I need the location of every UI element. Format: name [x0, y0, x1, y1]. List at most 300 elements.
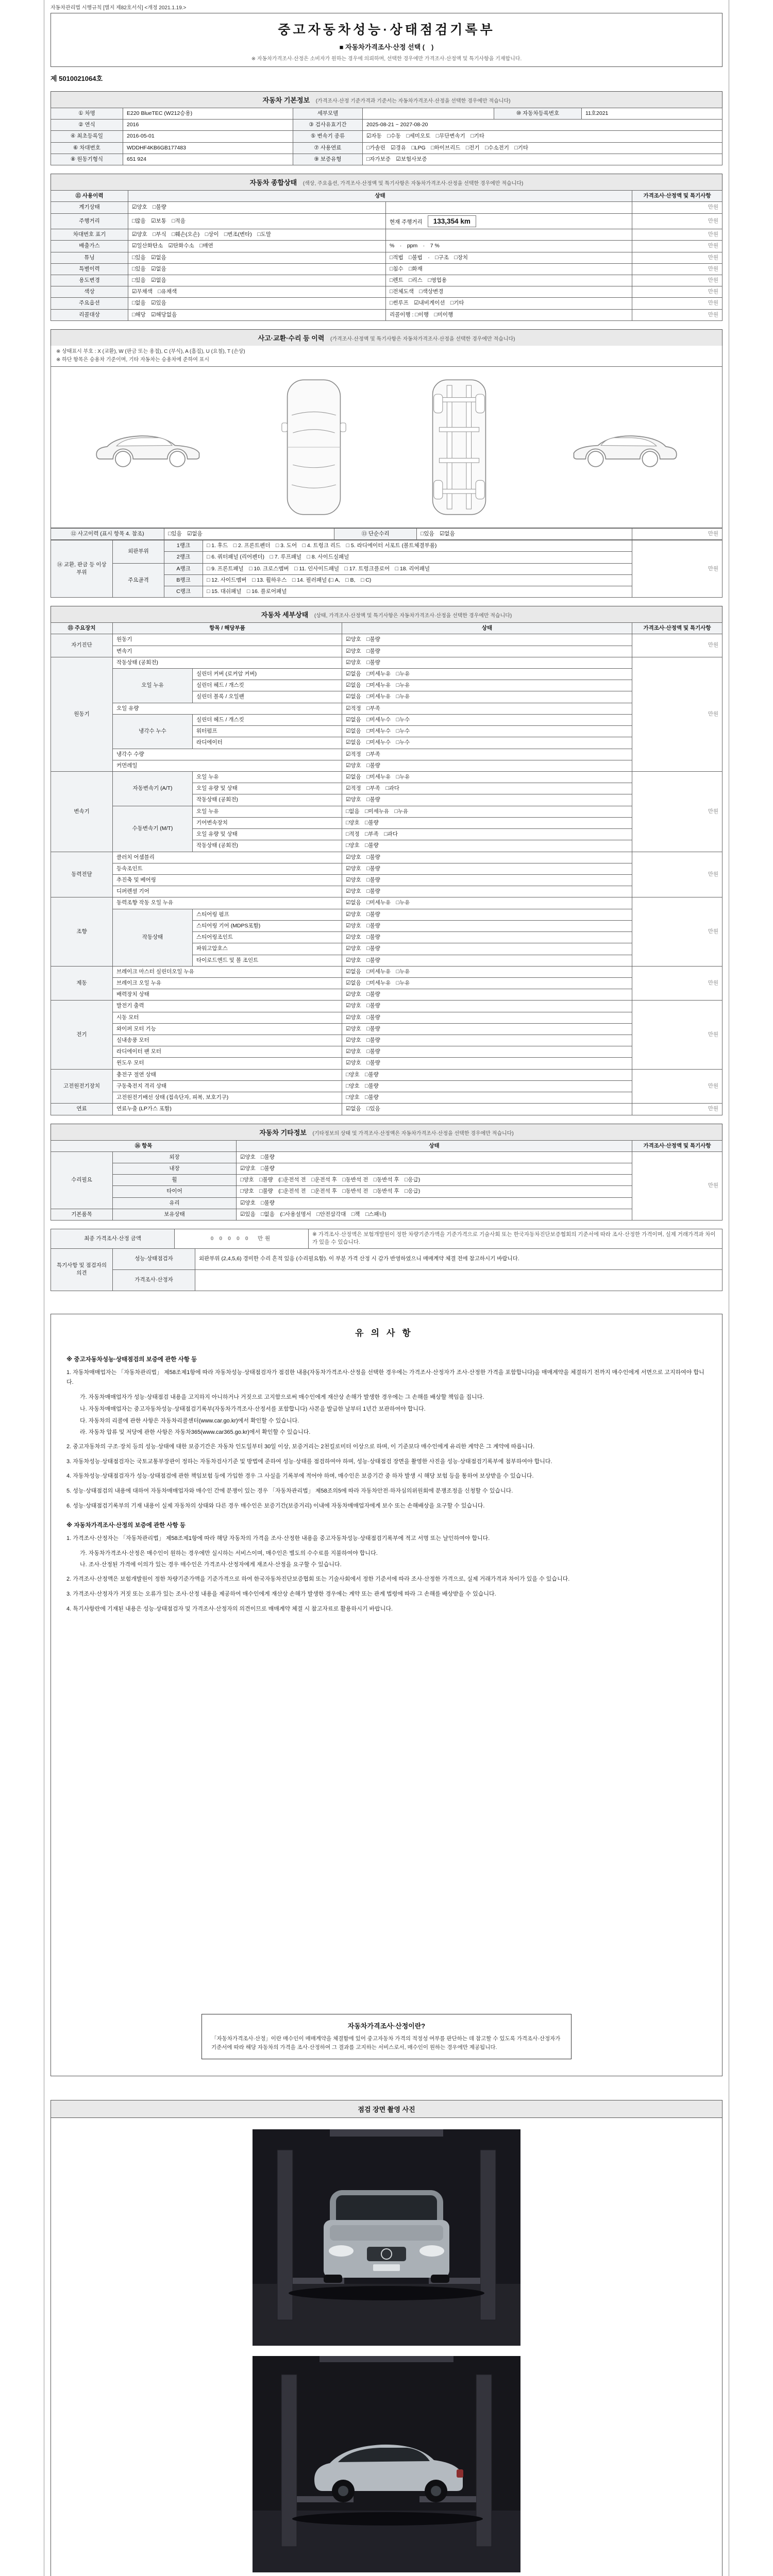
device-condition-row	[51, 1104, 722, 1115]
state-checkboxes: □없음 ☑있음	[128, 298, 386, 309]
device-subgroup-label: 자동변속기 (A/T)	[113, 772, 193, 806]
state-checkboxes: ☑양호 □불량	[342, 852, 632, 863]
state-checkboxes: ☑양호 □불량	[342, 886, 632, 897]
part-name: 윈도우 모터	[113, 1058, 342, 1069]
inspection-record-sheet	[44, 0, 729, 2576]
amount-cell: 만원	[632, 263, 722, 275]
device-condition-row	[51, 852, 722, 863]
usage-history-row	[51, 252, 722, 263]
other-info-row	[51, 1163, 722, 1175]
remarks-table	[51, 1248, 722, 1291]
detailed-condition-section	[51, 606, 722, 1115]
part-name: 실린더 커버 (로커암 커버)	[193, 669, 342, 680]
item-label: 배출가스	[51, 241, 128, 252]
section-title: 사고·교환·수리 등 이력	[258, 334, 325, 342]
mileage-highlight: 133,354 km	[428, 215, 476, 228]
device-condition-row	[51, 1080, 722, 1092]
extra-text: □렌트 □리스 □영업용	[390, 277, 447, 283]
rank-label: A랭크	[164, 563, 203, 574]
amount-cell: 만원	[632, 1151, 722, 1220]
price-survey-definition-box	[201, 2014, 572, 2059]
section-subnote: (가격조사·산정액 및 특기사항은 자동차가격조사·산정을 선택한 경우에만 적습니다)	[330, 336, 515, 342]
final-price-section	[51, 1229, 722, 1291]
panel-item-checkboxes: □ 12. 사이드멤버 □ 13. 휠하우스 □ 14. 필러패널 (□ A, □ B, □ C)	[203, 574, 632, 586]
simple-repair-checkboxes: □있음 ☑없음	[417, 528, 632, 539]
panel-group-label: 주요골격	[113, 563, 164, 598]
part-name: 커먼레일	[113, 760, 342, 771]
state-checkboxes: ☑양호 □불량	[342, 1012, 632, 1023]
extra-cell	[386, 275, 632, 286]
notice-paragraph: 나. 자동차매매업자는 중고자동차성능·상태점검기록부(자동차가격조사·산정서를 포함합니다) 사본을 발급한 날부터 1년간 보관하여야 합니다.	[80, 1405, 426, 1412]
notice-paragraph: 다. 자동차의 리콜에 관한 사항은 자동차리콜센터(www.car.go.kr)에서 확인할 수 있습니다.	[80, 1417, 299, 1424]
extra-text: 리콜이행 : □이행 □미이행	[390, 311, 453, 318]
part-name: 기어변속장치	[193, 817, 342, 828]
exchange-panel-label: ⑭ 교환, 판금 등 이상 부위	[51, 540, 113, 598]
passenger-car-note: ※ 하단 항목은 승용차 기준이며, 기타 자동차는 승용차에 준하여 표시	[56, 357, 209, 363]
first-registration-value: 2016-05-01	[123, 131, 293, 142]
car-side-right-diagram	[565, 419, 684, 476]
state-checkboxes: ☑없음 □미세누유 □누유	[342, 977, 632, 989]
extra-cell	[386, 202, 632, 213]
state-checkboxes: ☑일산화탄소 ☑탄화수소 □매연	[128, 241, 386, 252]
notice-paragraph: 3. 가격조사·산정자가 거짓 또는 오류가 있는 조사·산정 내용을 제공하여 매수인에게 재산상 손해가 발생한 경우에는 계약 또는 관계 법령에 따라 그 손해를 배상받을 수 있습니다.	[66, 1590, 496, 1597]
notice-title: 유의사항	[355, 1328, 418, 1338]
part-name: 브레이크 마스터 실린더오일 누유	[113, 966, 342, 977]
part-name: 스티어링 펌프	[193, 909, 342, 920]
state-checkboxes: □있음 ☑없음	[128, 252, 386, 263]
usage-history-row	[51, 213, 722, 229]
extra-cell	[386, 298, 632, 309]
part-name: 라디에이터 팬 모터	[113, 1046, 342, 1058]
price-survey-select-line: ■ 자동차가격조사·산정 선택 ( )	[339, 43, 434, 51]
field-label: ⑥ 차대번호	[51, 142, 123, 154]
detailed-condition-header	[51, 606, 722, 622]
state-checkboxes: ☑없음 □미세누유 □누유	[342, 897, 632, 909]
part-name: 동력조향 작동 오일 누유	[113, 897, 342, 909]
state-checkboxes: ☑양호 □불량	[342, 920, 632, 931]
part-name: 오일 유량	[113, 703, 342, 714]
accident-notes	[51, 346, 722, 367]
amount-cell: 만원	[632, 772, 722, 852]
other-item-label: 내장	[113, 1163, 237, 1175]
part-name: 실린더 헤드 / 개스킷	[193, 680, 342, 691]
column-header: ⑮ 주요장치	[51, 623, 113, 634]
part-name: 배력장치 상태	[113, 989, 342, 1001]
part-name: 원동기	[113, 634, 342, 646]
device-condition-row	[51, 669, 722, 680]
other-item-label: 유리	[113, 1197, 237, 1209]
state-checkboxes: ☑양호 □불량	[342, 989, 632, 1001]
part-name: 라디에이터	[193, 737, 342, 749]
usage-history-row	[51, 309, 722, 320]
price-survey-definition-text: 「자동차가격조사·산정」이란 매수인이 매매계약을 체결함에 있어 중고자동차 가격의 적정성 여부를 판단하는 데 참고할 수 있도록 가격조사·산정자가 기준서에 따라 해당 자동차의 가격을 조사·산정하여 그 결과를 고지하는 서비스로서, 매수인이 원하는 경우에만 제공됩니다.	[211, 2035, 561, 2051]
part-name: 작동상태 (공회전)	[193, 794, 342, 806]
state-checkboxes: ☑없음 □미세누유 □누유	[342, 691, 632, 703]
detailed-condition-table	[51, 622, 722, 1115]
panel-item-checkboxes: □ 1. 후드 □ 2. 프론트펜더 □ 3. 도어 □ 4. 트렁크 리드 □ 5. 라디에이터 서포트 (볼트체결부품)	[203, 540, 632, 552]
extra-text: □적법 □불법 · □구조 □장치	[390, 254, 468, 261]
device-group-label: 변속기	[51, 772, 113, 852]
device-group-label: 자기진단	[51, 634, 113, 657]
state-checkboxes: ☑양호 □불량	[342, 760, 632, 771]
state-checkboxes: ☑양호 □불량	[237, 1151, 632, 1163]
notice-paragraph: ※ 중고자동차성능·상태점검의 보증에 관한 사항 등	[66, 1356, 197, 1363]
part-name: 타이로드엔드 및 볼 조인트	[193, 955, 342, 966]
other-info-row	[51, 1197, 722, 1209]
device-group-label: 전기	[51, 1001, 113, 1069]
device-group-label: 원동기	[51, 657, 113, 771]
device-group-label: 고전원전기장치	[51, 1069, 113, 1104]
photos-container	[51, 2118, 722, 2576]
device-group-label: 조향	[51, 897, 113, 966]
panel-item-checkboxes: □ 6. 쿼터패널 (리어펜더) □ 7. 루프패널 □ 8. 사이드실패널	[203, 552, 632, 563]
field-label: ⑦ 사용연료	[293, 142, 363, 154]
state-checkboxes: □양호 □불량	[342, 1069, 632, 1080]
panel-rank-row	[51, 540, 722, 552]
other-group-label: 기본품목	[51, 1209, 113, 1220]
state-checkboxes: ☑양호 □부식 □훼손(오손) □상이 □변조(변타) □도말	[128, 229, 386, 241]
part-name: 실린더 블록 / 오일팬	[193, 691, 342, 703]
field-label: ⑩ 자동차등록번호	[494, 108, 582, 120]
other-info-header	[51, 1124, 722, 1140]
item-label: 차대번호 표기	[51, 229, 128, 241]
section-subnote: (가격조사·산정 기준가격과 기준서는 자동차가격조사·산정을 선택한 경우에만 적습니다)	[315, 98, 511, 104]
inspection-photo-rear	[253, 2356, 520, 2572]
extra-text: 현재 주행거리	[390, 218, 423, 225]
device-condition-row	[51, 863, 722, 874]
notice-paragraph: 나. 조사·산정된 가격에 이의가 있는 경우 매수인은 가격조사·산정자에게 재조사·산정을 요구할 수 있습니다.	[80, 1562, 342, 1568]
state-checkboxes: ☑없음 □미세누유 □누유	[342, 680, 632, 691]
car-diagrams	[51, 367, 722, 528]
basic-info-section	[51, 91, 722, 165]
accident-history-label: ⑫ 사고이력 (표시 항목 4. 참조)	[51, 528, 164, 539]
field-label: ① 차명	[51, 108, 123, 120]
price-survey-definition-title: 자동차가격조사·산정이란?	[347, 2022, 426, 2030]
part-name: 연료누출 (LP가스 포함)	[113, 1104, 342, 1115]
section-subnote: (색상, 주요옵션, 가격조사·산정액 및 특기사항은 자동차가격조사·산정을 선택한 경우에만 적습니다)	[303, 181, 524, 187]
remarks-header-label: 특기사항 및 점검자의 의견	[51, 1248, 113, 1291]
part-name: 추진축 및 베어링	[113, 874, 342, 886]
extra-cell	[386, 241, 632, 252]
state-checkboxes: □많음 ☑보통 □적음	[128, 213, 386, 229]
other-info-row	[51, 1186, 722, 1197]
transmission-checkboxes: ☑자동 □수동 □세미오토 □무단변속기 □기타	[363, 131, 722, 142]
amount-cell: 만원	[632, 252, 722, 263]
car-underbody-frame-diagram	[421, 375, 498, 519]
state-checkboxes: ☑적정 □부족 □과다	[342, 783, 632, 794]
amount-cell: 만원	[632, 241, 722, 252]
field-label: ⑤ 변속기 종류	[293, 131, 363, 142]
device-subgroup-label: 수동변속기 (M/T)	[113, 806, 193, 852]
state-checkboxes: ☑양호 □불량	[342, 863, 632, 874]
item-label: 특별이력	[51, 263, 128, 275]
section-subnote: (상태, 가격조사·산정액 및 특기사항은 자동차가격조사·산정을 선택한 경우에만 적습니다)	[314, 613, 512, 619]
state-checkboxes: ☑양호 □불량	[342, 1058, 632, 1069]
state-checkboxes: ☑양호 □불량	[342, 657, 632, 668]
notice-paragraph: 5. 성능·상태점검의 내용에 대하여 자동차매매업자와 매수인 간에 분쟁이 있는 경우 「자동차관리법」 제58조의5에 따라 자동차안전·하자심의위원회에 분쟁조정을 신청할 수 있습니다.	[66, 1488, 513, 1495]
other-info-row	[51, 1209, 722, 1220]
device-condition-row	[51, 909, 722, 920]
part-name: 오일 유량 및 상태	[193, 783, 342, 794]
other-item-label: 휠	[113, 1175, 237, 1186]
panel-item-checkboxes: □ 15. 대쉬패널 □ 16. 플로어패널	[203, 586, 632, 597]
device-condition-row	[51, 1092, 722, 1104]
state-checkboxes: □양호 □불량 (□운전석 전 □운전석 후 □동반석 전 □동반석 후 □응급)	[237, 1175, 632, 1186]
title-note: ※ 자동차가격조사·산정은 소비자가 원하는 경우에 의뢰하며, 선택한 경우에만 가격조사·산정액 및 특기사항을 기재합니다.	[251, 56, 522, 62]
column-header: 가격조사·산정액 및 특기사항	[632, 191, 722, 202]
part-name: 작동상태 (공회전)	[193, 840, 342, 852]
notice-paragraph: 6. 성능·상태점검기록부의 기재 내용이 실제 자동차의 상태와 다른 경우 매수인은 보증기간(보증거리) 이내에 자동차매매업자에게 보수 또는 손해배상을 요구할 수 있습니다.	[66, 1503, 485, 1510]
state-checkboxes: □적정 □부족 □과다	[342, 829, 632, 840]
part-name: 오일 누유	[193, 806, 342, 817]
device-condition-row	[51, 634, 722, 646]
overall-condition-header	[51, 174, 722, 190]
part-name: 실내송풍 모터	[113, 1035, 342, 1046]
other-item-label: 보유상태	[113, 1209, 237, 1220]
state-checkboxes: ☑양호 □불량	[237, 1163, 632, 1175]
part-name: 구동축전지 격리 상태	[113, 1080, 342, 1092]
extra-text: □썬루프 ☑내비게이션 □기타	[390, 300, 464, 307]
part-name: 실린더 헤드 / 개스킷	[193, 714, 342, 725]
state-checkboxes: ☑양호 □불량	[342, 874, 632, 886]
part-name: 시동 모터	[113, 1012, 342, 1023]
section-title: 자동차 기타정보	[259, 1128, 307, 1137]
column-header: ⑯ 항목	[51, 1140, 237, 1151]
amount-cell: 만원	[632, 657, 722, 771]
panel-frame-table	[51, 540, 722, 598]
part-name: 클러치 어셈블리	[113, 852, 342, 863]
column-header: 상태	[237, 1140, 632, 1151]
device-group-label: 연료	[51, 1104, 113, 1115]
part-name: 와이퍼 모터 기능	[113, 1023, 342, 1035]
notice-paragraph: ※ 자동차가격조사·산정의 보증에 관한 사항 등	[66, 1522, 186, 1529]
car-side-left-diagram	[89, 419, 208, 476]
submodel-value	[363, 108, 494, 120]
inspection-validity-value: 2025-08-21 ~ 2027-08-20	[363, 120, 722, 131]
amount-cell: 만원	[632, 275, 722, 286]
part-name: 고전원전기배선 상태 (접속단자, 피복, 보호기구)	[113, 1092, 342, 1104]
part-name: 냉각수 수량	[113, 749, 342, 760]
state-checkboxes: ☑없음 □미세누유 □누유	[342, 669, 632, 680]
panel-item-checkboxes: □ 9. 프론트패널 □ 10. 크로스멤버 □ 11. 인사이드패널 □ 17. 트렁크플로어 □ 18. 리어패널	[203, 563, 632, 574]
notice-paragraph: 4. 특기사항란에 기재된 내용은 성능·상태점검자 및 가격조사·산정자의 의견이므로 매매계약 체결 시 참고자료로 활용하시기 바랍니다.	[66, 1605, 393, 1612]
device-condition-row	[51, 703, 722, 714]
state-checkboxes: ☑없음 □있음	[342, 1104, 632, 1115]
notice-paragraph: 1. 가격조사·산정자는 「자동차관리법」 제58조제1항에 따라 해당 자동차의 가격을 조사·산정한 내용을 중고자동차성능·상태점검기록부에 적고 서명 또는 날인하여야 합니다.	[66, 1535, 490, 1541]
part-name: 변속기	[113, 646, 342, 657]
other-info-table	[51, 1140, 722, 1221]
other-info-row	[51, 1175, 722, 1186]
item-label: 튜닝	[51, 252, 128, 263]
overall-condition-section	[51, 174, 722, 321]
state-checkboxes: ☑없음 □미세누유 □누유	[342, 772, 632, 783]
basic-info-table	[51, 108, 722, 165]
usage-history-row	[51, 298, 722, 309]
accident-history-checkboxes: □있음 ☑없음	[164, 528, 334, 539]
part-name: 스티어링 기어 (MDPS포함)	[193, 920, 342, 931]
state-checkboxes: ☑없음 □미세누수 □누수	[342, 714, 632, 725]
column-header: 상태	[342, 623, 632, 634]
state-checkboxes: ☑무채색 □유채색	[128, 286, 386, 298]
photos-header: 점검 장면 촬영 사진	[51, 2100, 722, 2118]
extra-cell	[386, 229, 632, 241]
part-name: 작동상태 (공회전)	[113, 657, 342, 668]
amount-cell: 만원	[632, 1069, 722, 1104]
rank-label: 2랭크	[164, 552, 203, 563]
device-condition-row	[51, 1012, 722, 1023]
state-checkboxes: ☑양호 □불량	[128, 202, 386, 213]
part-name: 오일 유량 및 상태	[193, 829, 342, 840]
amount-cell: 만원	[632, 528, 722, 539]
extra-cell	[386, 263, 632, 275]
document-number: 제 5010021064호	[51, 75, 103, 82]
section-subnote: (기타정보의 상태 및 가격조사·산정액은 자동차가격조사·산정을 선택한 경우에만 적습니다)	[312, 1130, 514, 1137]
part-name: 파워고압호스	[193, 943, 342, 955]
extra-cell	[386, 286, 632, 298]
field-label: ③ 검사유효기간	[293, 120, 363, 131]
part-name: 오일 누유	[193, 772, 342, 783]
device-condition-row	[51, 760, 722, 771]
status-code-note: ※ 상태표시 부호 : X (교환), W (판금 또는 용접), C (부식), A (흠집), U (요철), T (손상)	[56, 348, 245, 354]
state-checkboxes: ☑양호 □불량	[342, 955, 632, 966]
state-checkboxes: □해당 ☑해당없음	[128, 309, 386, 320]
amount-cell: 만원	[632, 298, 722, 309]
accident-history-section	[51, 329, 722, 598]
plate-number-value: 11호2021	[582, 108, 722, 120]
engine-type-value: 651 924	[123, 154, 293, 165]
notice-paragraphs	[66, 1346, 707, 1619]
rank-label: 1랭크	[164, 540, 203, 552]
item-label: 리콜대상	[51, 309, 128, 320]
device-subgroup-label: 작동상태	[113, 909, 193, 966]
part-name: 발전기 출력	[113, 1001, 342, 1012]
device-condition-row	[51, 989, 722, 1001]
extra-text: □침수 □화재	[390, 265, 423, 272]
field-label: ② 연식	[51, 120, 123, 131]
device-condition-row	[51, 1001, 722, 1012]
other-item-label: 타이어	[113, 1186, 237, 1197]
state-checkboxes: □있음 ☑없음	[128, 263, 386, 275]
state-checkboxes: □양호 □불량	[342, 840, 632, 852]
state-checkboxes: ☑적정 □부족	[342, 703, 632, 714]
inspection-photos-section	[51, 2100, 722, 2576]
device-condition-row	[51, 646, 722, 657]
item-label: 색상	[51, 286, 128, 298]
amount-cell: 만원	[632, 213, 722, 229]
accident-summary-table	[51, 528, 722, 540]
part-name: 충전구 절연 상태	[113, 1069, 342, 1080]
column-header: 상태	[128, 191, 632, 202]
usage-history-row	[51, 229, 722, 241]
fuel-checkboxes: □가솔린 ☑경유 □LPG □하이브리드 □전기 □수소전기 □기타	[363, 142, 722, 154]
field-label: ⑨ 보증유형	[293, 154, 363, 165]
field-label: 세부모델	[293, 108, 363, 120]
state-checkboxes: ☑없음 □미세누수 □누수	[342, 726, 632, 737]
other-info-section	[51, 1124, 722, 1221]
section-title: 자동차 종합상태	[249, 179, 297, 187]
amount-cell: 만원	[632, 286, 722, 298]
warranty-type-checkboxes: □자가보증 ☑보험사보증	[363, 154, 722, 165]
state-checkboxes: □있음 ☑없음	[128, 275, 386, 286]
other-info-row	[51, 1151, 722, 1163]
amount-cell: 만원	[632, 966, 722, 1001]
device-condition-row	[51, 772, 722, 783]
final-price-note: ※ 가격조사·산정액은 보험개발원이 정한 차량기준가액을 기준가격으로 기술사회 또는 한국자동차진단보증협회의 기준서에 따라 조사·산정한 가격이며, 실제 거래가격과 차이가 있을 수 있습니다.	[309, 1229, 722, 1248]
vin-value: WDDHF4KB6GB177483	[123, 142, 293, 154]
item-label: 주요옵션	[51, 298, 128, 309]
device-condition-row	[51, 806, 722, 817]
device-condition-row	[51, 1035, 722, 1046]
notice-paragraph: 가. 자동차가격조사·산정은 매수인이 원하는 경우에만 실시하는 서비스이며, 매수인은 별도의 수수료를 지불하여야 합니다.	[80, 1550, 378, 1556]
item-label: 계기상태	[51, 202, 128, 213]
device-condition-row	[51, 966, 722, 977]
accident-history-header	[51, 329, 722, 346]
device-condition-row	[51, 1023, 722, 1035]
device-condition-row	[51, 749, 722, 760]
field-label: ④ 최초등록일	[51, 131, 123, 142]
device-group-label: 동력전달	[51, 852, 113, 897]
final-price-value: 0 0 0 0 0 만원	[175, 1229, 309, 1248]
state-checkboxes: ☑적정 □부족	[342, 749, 632, 760]
overall-condition-table	[51, 190, 722, 321]
appraiser-remarks	[195, 1269, 722, 1291]
notice-paragraph: 가. 자동차매매업자가 성능·상태점검 내용을 고지하지 아니하거나 거짓으로 고지함으로써 매수인에게 재산상 손해가 발생한 경우에는 그 손해를 배상할 책임을 집니다.	[80, 1394, 484, 1401]
state-checkboxes: ☑양호 □불량	[342, 909, 632, 920]
amount-cell: 만원	[632, 309, 722, 320]
section-title: 자동차 세부상태	[261, 611, 309, 619]
usage-history-row	[51, 241, 722, 252]
usage-history-row	[51, 202, 722, 213]
part-name: 등속조인트	[113, 863, 342, 874]
state-checkboxes: ☑있음 □없음 (□사용설명서 □안전삼각대 □잭 □스패너)	[237, 1209, 632, 1220]
appraiser-label: 가격조사·산정자	[113, 1269, 195, 1291]
amount-cell: 만원	[632, 202, 722, 213]
column-header: 가격조사·산정액 및 특기사항	[632, 1140, 722, 1151]
device-condition-row	[51, 1069, 722, 1080]
state-checkboxes: ☑양호 □불량	[342, 932, 632, 943]
extra-text: % · ppm · 7 %	[390, 243, 440, 249]
usage-history-row	[51, 275, 722, 286]
device-condition-row	[51, 977, 722, 989]
amount-cell: 만원	[632, 540, 722, 598]
car-name-value: E220 BlueTEC (W212승용)	[123, 108, 293, 120]
notice-paragraph: 2. 가격조사·산정액은 보험개발원이 정한 차량기준가액을 기준가격으로 하여 한국자동차진단보증협회 또는 기술사회에서 정한 기준서에 따라 조사·산정한 가격으로, 실제 거래가격과 차이가 있을 수 있습니다.	[66, 1576, 570, 1583]
state-checkboxes: □양호 □불량	[342, 1092, 632, 1104]
final-price-table	[51, 1229, 722, 1248]
device-subgroup-label: 냉각수 누수	[113, 714, 193, 749]
device-condition-row	[51, 1046, 722, 1058]
page-title: 중고자동차성능·상태점검기록부	[278, 23, 495, 37]
item-label: 용도변경	[51, 275, 128, 286]
usage-history-row	[51, 286, 722, 298]
title-block	[51, 13, 722, 67]
rank-label: C랭크	[164, 586, 203, 597]
car-top-body-diagram	[275, 375, 352, 519]
device-group-label: 제동	[51, 966, 113, 1001]
state-checkboxes: □양호 □불량 (□운전석 전 □운전석 후 □동반석 전 □동반석 후 □응급)	[237, 1186, 632, 1197]
part-name: 워터펌프	[193, 726, 342, 737]
inspection-photo-front	[253, 2129, 520, 2346]
state-checkboxes: ☑양호 □불량	[342, 794, 632, 806]
extra-cell	[386, 252, 632, 263]
part-name: 브레이크 오일 누유	[113, 977, 342, 989]
panel-group-label: 외판부위	[113, 540, 164, 563]
state-checkboxes: □양호 □불량	[342, 817, 632, 828]
amount-cell: 만원	[632, 1001, 722, 1069]
state-checkboxes: ☑양호 □불량	[342, 1001, 632, 1012]
device-subgroup-label: 오일 누유	[113, 669, 193, 703]
notice-section	[51, 1314, 722, 2076]
